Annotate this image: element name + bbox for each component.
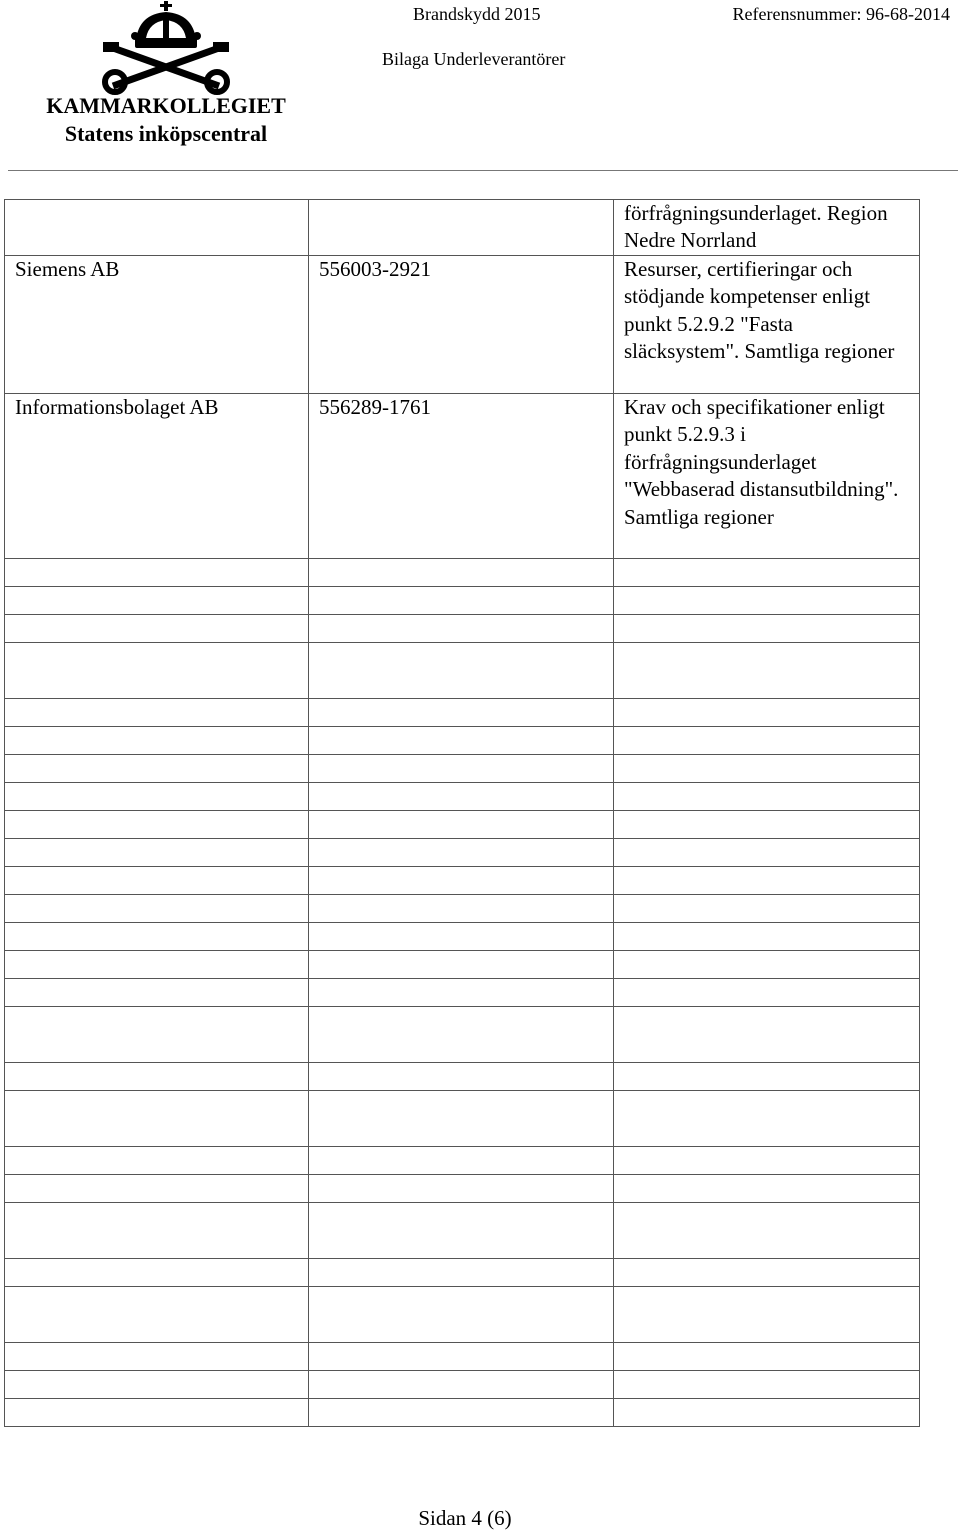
empty-row [5,1203,920,1259]
empty-row [5,1371,920,1399]
empty-row [5,811,920,839]
company-cell [5,200,309,256]
empty-row [5,1287,920,1343]
subcontractor-table [4,199,920,1427]
empty-row [5,1091,920,1147]
empty-row [5,951,920,979]
org-subtitle: Statens inköpscentral [64,121,268,146]
kammarkollegiet-logo [26,0,306,150]
empty-row [5,587,920,615]
company-cell: Siemens AB [5,256,309,394]
org-number-cell [309,200,614,256]
empty-row [5,1343,920,1371]
document-title: Brandskydd 2015 [413,4,541,24]
attachment-title: Bilaga Underleverantörer [382,49,566,69]
table-row [5,200,920,256]
empty-row [5,783,920,811]
company-cell: Informationsbolaget AB [5,394,309,559]
table-row [5,394,920,559]
description-cell: Krav och specifikationer enligt punkt 5.2.9.3 i förfrågningsunderlaget "Webbaserad distansutbildning". Samtliga regioner [614,394,920,559]
empty-row [5,923,920,951]
page-number: Sidan 4 (6) [418,1506,512,1530]
empty-row [5,727,920,755]
org-number-cell: 556289-1761 [309,394,614,559]
empty-row [5,1175,920,1203]
empty-row [5,1399,920,1427]
empty-row [5,755,920,783]
empty-row [5,839,920,867]
empty-row [5,867,920,895]
empty-row [5,643,920,699]
header-divider [8,170,958,171]
empty-row [5,559,920,587]
empty-row [5,1147,920,1175]
table-row [5,256,920,394]
empty-row [5,979,920,1007]
org-name: KAMMARKOLLEGIET [46,93,286,118]
empty-row [5,1259,920,1287]
empty-row [5,895,920,923]
description-cell: Resurser, certifieringar och stödjande kompetenser enligt punkt 5.2.9.2 "Fasta släcksystem". Samtliga regioner [614,256,920,394]
empty-row [5,699,920,727]
empty-row [5,1007,920,1063]
crown-keys-icon [91,0,241,95]
reference-number: Referensnummer: 96-68-2014 [732,4,950,24]
org-number-cell: 556003-2921 [309,256,614,394]
empty-row [5,615,920,643]
empty-row [5,1063,920,1091]
description-cell: förfrågningsunderlaget. Region Nedre Norrland [614,200,920,256]
